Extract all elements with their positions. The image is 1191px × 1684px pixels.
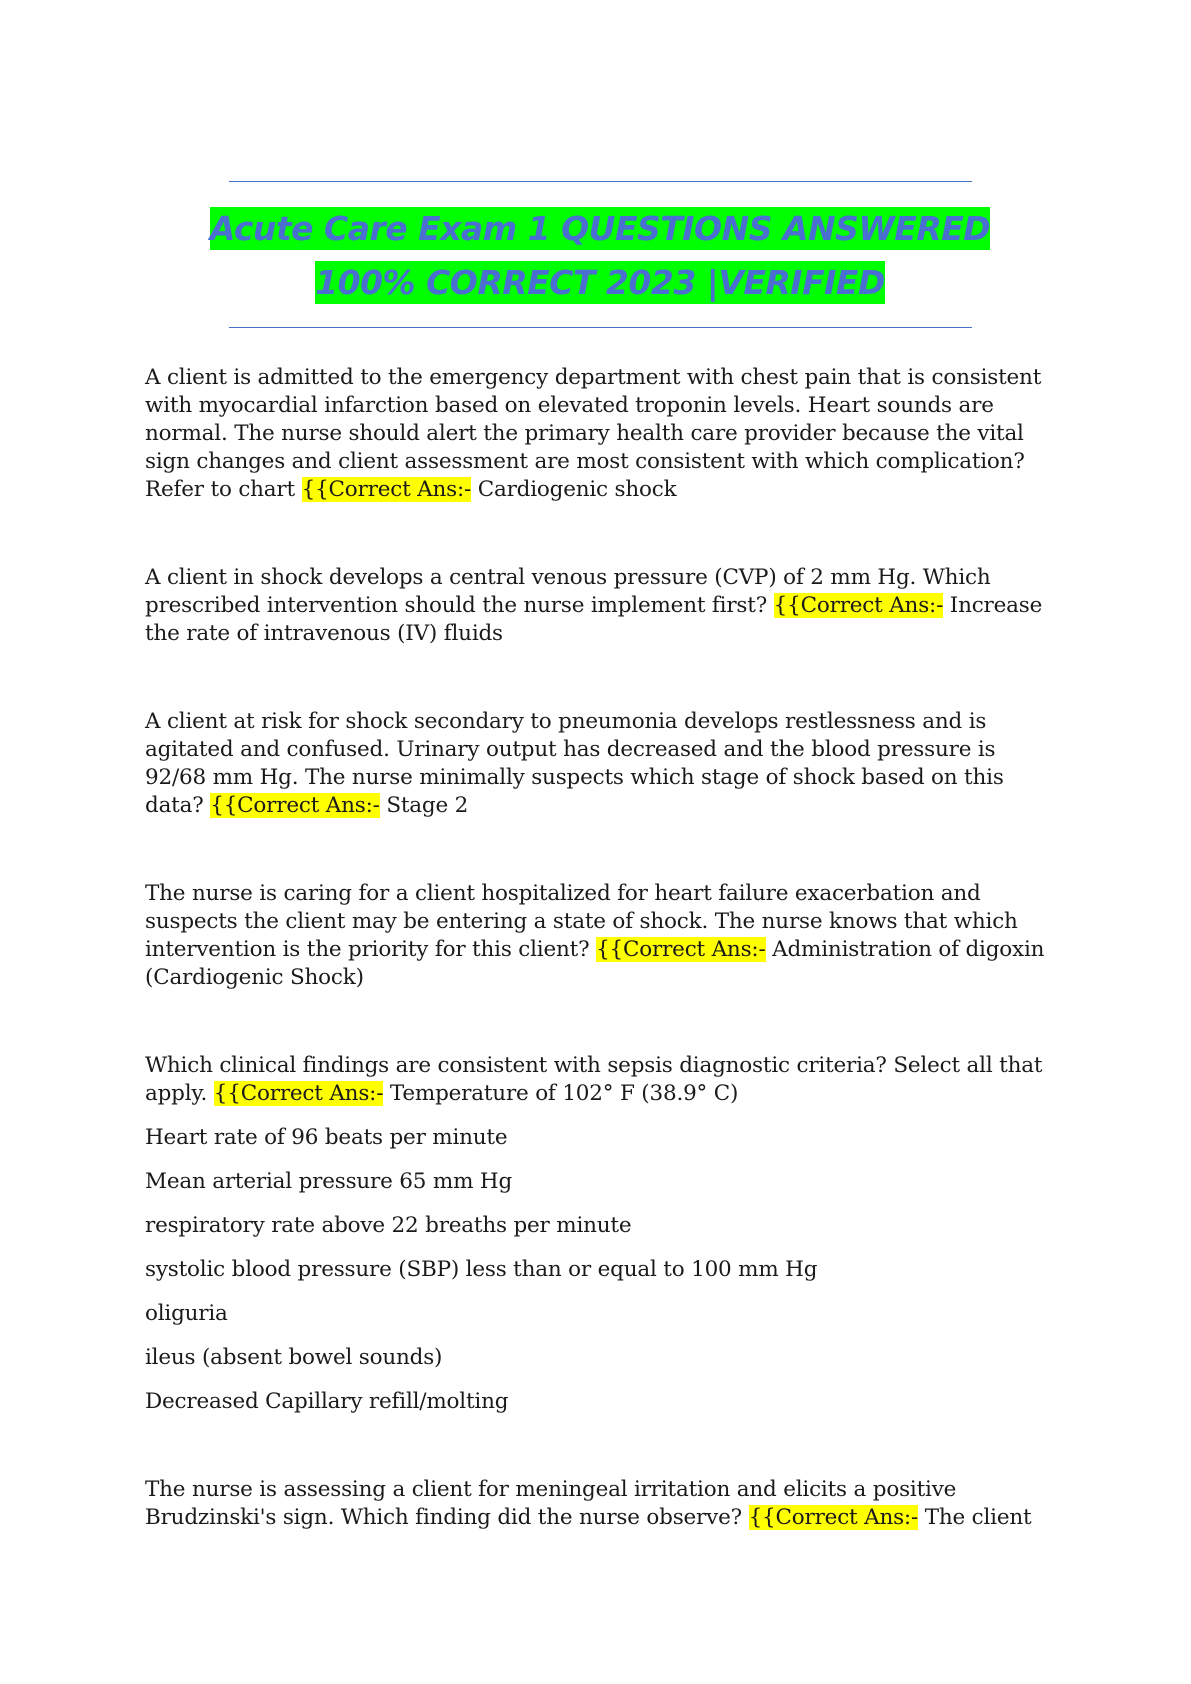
question-text: Which clinical findings are consistent with sepsis diagnostic criteria? Select all that apply. — [145, 1053, 1043, 1106]
answer-line: Mean arterial pressure 65 mm Hg — [145, 1169, 513, 1194]
answer-text: Administration of digoxin (Cardiogenic Shock) — [145, 937, 1045, 990]
question-text: The nurse is caring for a client hospitalized for heart failure exacerbation and suspects the client may be entering a state of shock. The nurse knows that which intervention is the priority for this client? — [145, 881, 1018, 962]
answer-text: Cardiogenic shock — [477, 477, 677, 502]
answer-marker: {{Correct Ans:- — [301, 477, 472, 502]
answer-text: Temperature of 102° F (38.9° C) — [389, 1081, 739, 1106]
qa-item-4 — [145, 880, 1055, 992]
title-line-2: 100% CORRECT 2023 |VERIFIED — [315, 263, 885, 302]
qa-item-5-main — [145, 1052, 1055, 1108]
question-text: A client at risk for shock secondary to pneumonia develops restlessness and is agitated and confused. Urinary output has decreased and the blood pressure is 92/68 mm Hg. The nurse minimally suspects which stage of shock based on this data? — [145, 709, 1004, 818]
title-line-1: Acute Care Exam 1 QUESTIONS ANSWERED — [209, 209, 991, 248]
qa-item-3 — [145, 708, 1055, 820]
answer-line: Decreased Capillary refill/molting — [145, 1389, 509, 1414]
answer-text: Increase the rate of intravenous (IV) fluids — [145, 593, 1043, 646]
answer-line: ileus (absent bowel sounds) — [145, 1345, 443, 1370]
question-text: A client is admitted to the emergency department with chest pain that is consistent with myocardial infarction based on elevated troponin levels. Heart sounds are normal. The nurse should alert the primary health care provider because the vital sign changes and client assessment are most consistent with which complication? Refer to chart — [145, 365, 1042, 502]
answer-marker: {{Correct Ans:- — [596, 937, 766, 962]
title-top-rule — [229, 181, 972, 182]
document-title — [200, 202, 1000, 310]
answer-line: systolic blood pressure (SBP) less than or equal to 100 mm Hg — [145, 1257, 818, 1282]
answer-line: respiratory rate above 22 breaths per minute — [145, 1213, 632, 1238]
answer-marker: {{Correct Ans:- — [210, 793, 380, 818]
question-text: The nurse is assessing a client for meningeal irritation and elicits a positive Brudzinski's sign. Which finding did the nurse observe? — [145, 1477, 957, 1530]
question-text: A client in shock develops a central venous pressure (CVP) of 2 mm Hg. Which prescribed intervention should the nurse implement first? — [145, 565, 991, 618]
answer-text: The client — [924, 1505, 1032, 1530]
answer-marker: {{Correct Ans:- — [213, 1081, 384, 1106]
qa-item-5 — [145, 1052, 1055, 1416]
answer-marker: {{Correct Ans:- — [748, 1505, 919, 1530]
qa-item-6 — [145, 1476, 1055, 1532]
document-body — [145, 364, 1055, 1532]
qa-item-2 — [145, 564, 1055, 648]
title-bottom-rule — [229, 327, 972, 328]
answer-marker: {{Correct Ans:- — [773, 593, 944, 618]
answer-text: Stage 2 — [386, 793, 469, 818]
answer-line: oliguria — [145, 1301, 228, 1326]
qa-item-1 — [145, 364, 1055, 504]
answer-line: Heart rate of 96 beats per minute — [145, 1125, 508, 1150]
